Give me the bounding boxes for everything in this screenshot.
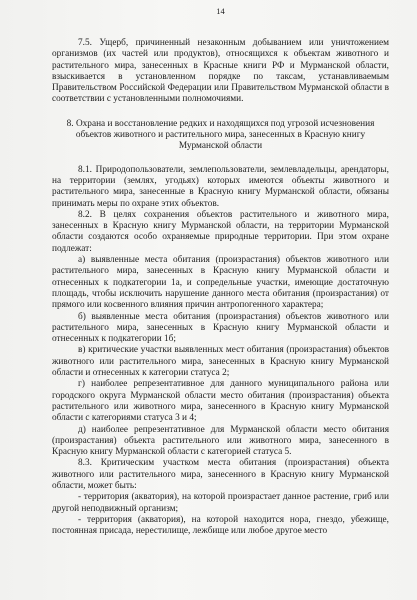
bullet-item-territory-2: - территория (акватория), на которой находится нора, гнездо, убежище, постоянная присада, нерестилище, лежбище или любое другое место [52, 514, 389, 537]
paragraph-7-5: 7.5. Ущерб, причиненный незаконным добыванием или уничтожением организмов (их частей или продуктов), относящихся к объектам животного и растительного мира, занесенных в Красные книги РФ и Мурманской области, взыскивается в установленном порядке по таксам, устанавливаемым Правительством Российской Федерации или Правительством Мурманской области в соответствии с установленными полномочиями. [52, 38, 389, 105]
paragraph-8-3: 8.3. Критическим участком места обитания (произрастания) объекта животного или растительного мира, занесенного в Красную книгу Мурманской области, может быть: [52, 458, 389, 491]
section-title: 8. Охрана и восстановление редких и находящихся под угрозой исчезновения объектов животного и растительного мира, занесенных в Красную книгу Мурманской области [66, 118, 375, 152]
list-item-a: а) выявленные места обитания (произрастания) объектов животного или растительного мира, занесенных в Красную книгу Мурманской области и отнесенных к подкатегории 1а, и сопредельные участки, имеющие достаточную площадь, чтобы исключить нарушение данного места обитания (произрастания) от прямого или косвенного влияния причин антропогенного характера; [52, 255, 389, 311]
page-number: 14 [216, 6, 225, 16]
paragraph-8-2: 8.2. В целях сохранения объектов растительного и животного мира, занесенных в Красную книгу Мурманской области, на территории Мурманской области создаются особо охраняемые природные территории. При этом охране подлежат: [52, 209, 389, 254]
bullet-item-territory-1: - территория (акватория), на которой произрастает данное растение, гриб или другой неподвижный организм; [52, 492, 389, 514]
list-item-d: д) наиболее репрезентативное для Мурманской области место обитания (произрастания) объекта растительного или животного мира, занесенного в Красную книгу Мурманской области с категорией статуса 5. [52, 424, 389, 458]
list-item-b: б) выявленные места обитания (произрастания) объектов животного или растительного мира, занесенных в Красную книгу Мурманской области и отнесенных к подкатегории 1б; [52, 311, 389, 345]
list-item-v: в) критические участки выявленных мест обитания (произрастания) объектов животного или растительного мира, занесенных в Красную книгу Мурманской области и отнесенных к категории статуса 2; [52, 345, 389, 379]
paragraph-8-1: 8.1. Природопользователи, землепользователи, землевладельцы, арендаторы, на территории (землях, угодьях) которых имеются объекты животного и растительного мира, занесенные в Красную книгу Мурманской области, обязаны принимать меры по охране этих объектов. [52, 164, 389, 209]
list-item-g: г) наиболее репрезентативное для данного муниципального района или городского округа Мурманской области место обитания (произрастания) объекта растительного или животного мира, занесенного в Красную книгу Мурманской области с категориями статуса 3 и 4; [52, 379, 389, 424]
